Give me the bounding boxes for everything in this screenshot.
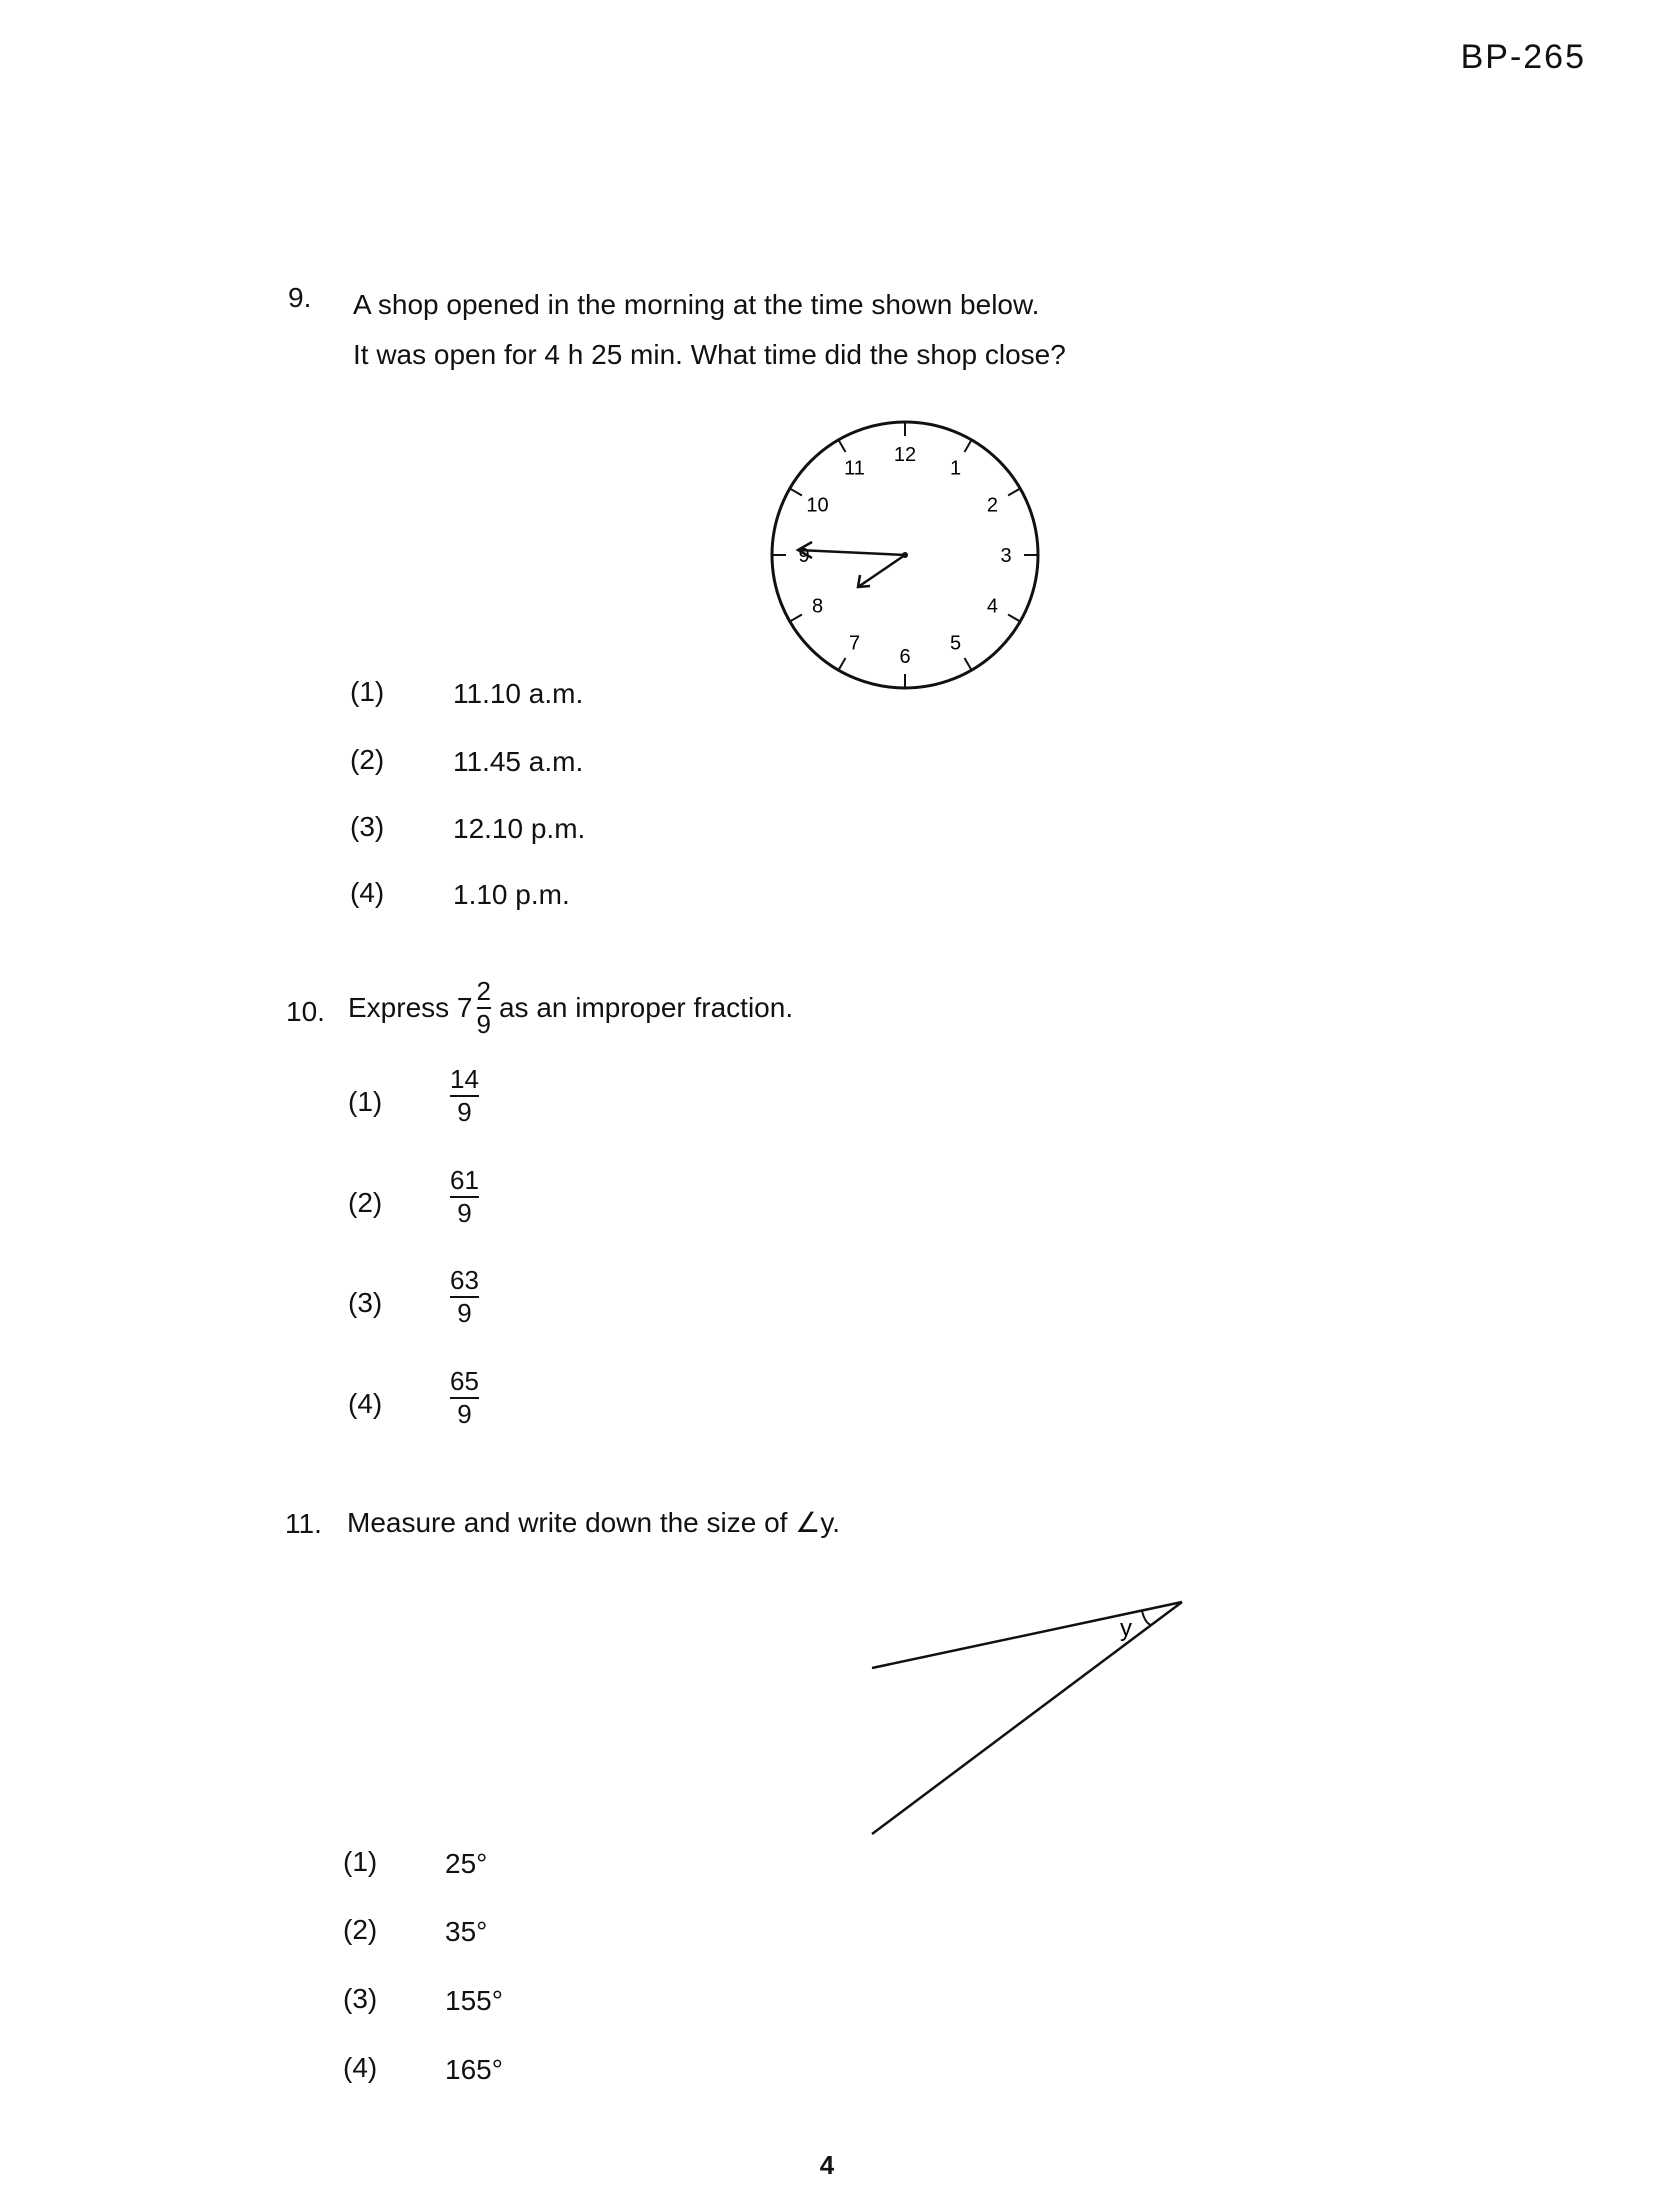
mixed-number-fraction (477, 978, 491, 1039)
q9-option-3-number: (3) (350, 811, 385, 842)
clock-number: 1 (949, 457, 962, 480)
q10-option-1-numerator: 14 (450, 1064, 479, 1094)
question-10-text (348, 978, 793, 1039)
question-10-number: 10. (286, 996, 325, 1027)
clock-number: 2 (986, 494, 999, 517)
q9-option-2-text: 11.45 a.m. (453, 746, 584, 777)
clock-minute-hand (798, 550, 905, 555)
question-10-suffix: as an improper fraction. (498, 992, 794, 1024)
clock-number: 3 (1000, 545, 1012, 567)
q11-option-2-number: (2) (343, 1914, 378, 1945)
clock-figure (760, 410, 1050, 700)
document-code: BP-265 (1460, 38, 1586, 76)
q10-option-3-numerator: 63 (450, 1265, 479, 1295)
q10-option-4-fraction (450, 1368, 479, 1429)
clock-number: 8 (811, 595, 824, 618)
question-9-line-2: It was open for 4 h 25 min. What time did the shop close? (353, 339, 1066, 370)
q10-option-2-fraction (450, 1167, 479, 1228)
clock-hour-hand (858, 555, 905, 587)
question-9-number: 9. (288, 282, 312, 313)
clock-number: 9 (798, 545, 810, 567)
q10-option-1-number: (1) (348, 1086, 383, 1117)
clock-number: 4 (986, 595, 999, 618)
clock-tick (1008, 615, 1020, 622)
q10-option-3-fraction (450, 1267, 479, 1328)
clock-tick (790, 615, 802, 622)
clock-number: 12 (893, 444, 917, 466)
clock-number: 10 (806, 494, 829, 517)
angle-label: y (1120, 1615, 1132, 1642)
q9-option-3-text: 12.10 p.m. (453, 813, 586, 844)
fraction-denominator: 9 (476, 1009, 491, 1040)
question-9-line-1: A shop opened in the morning at the time shown below. (353, 289, 1040, 320)
clock-number: 5 (949, 632, 962, 655)
clock-number: 7 (848, 632, 861, 655)
clock-tick (839, 658, 846, 670)
page-number: 4 (819, 2150, 835, 2180)
q10-option-3-denominator: 9 (457, 1298, 472, 1329)
q11-option-3-number: (3) (343, 1983, 378, 2014)
q9-option-1-number: (1) (350, 676, 385, 707)
q11-option-1-text: 25° (445, 1848, 488, 1879)
clock-tick (965, 440, 972, 452)
clock-tick (790, 489, 802, 496)
question-11-text: Measure and write down the size of ∠y. (347, 1507, 841, 1538)
q11-option-3-text: 155° (445, 1985, 503, 2016)
angle-figure (860, 1590, 1190, 1850)
clock-tick (839, 440, 846, 452)
q10-option-2-denominator: 9 (457, 1198, 472, 1229)
fraction-numerator: 2 (476, 976, 491, 1006)
q11-option-2-text: 35° (445, 1916, 488, 1947)
question-10-prefix: Express 7 (348, 992, 473, 1024)
q10-option-4-denominator: 9 (457, 1399, 472, 1430)
q10-option-2-numerator: 61 (450, 1165, 479, 1195)
clock-number: 11 (844, 457, 865, 480)
question-11-number: 11. (285, 1508, 322, 1539)
q9-option-1-text: 11.10 a.m. (453, 678, 584, 709)
q9-option-4-text: 1.10 p.m. (453, 879, 570, 910)
q11-option-4-text: 165° (445, 2054, 503, 2085)
angle-lower-ray (872, 1602, 1182, 1834)
q11-option-4-number: (4) (343, 2052, 378, 2083)
clock-tick (965, 658, 972, 670)
q10-option-3-number: (3) (348, 1287, 383, 1318)
q10-option-4-number: (4) (348, 1388, 383, 1419)
angle-arc (1142, 1611, 1151, 1625)
q9-option-2-number: (2) (350, 744, 385, 775)
angle-upper-ray (872, 1602, 1182, 1668)
q10-option-1-denominator: 9 (457, 1097, 472, 1128)
q9-option-4-number: (4) (350, 877, 385, 908)
clock-tick (1008, 489, 1020, 496)
clock-number: 6 (899, 646, 911, 668)
q11-option-1-number: (1) (343, 1846, 378, 1877)
q10-option-1-fraction (450, 1066, 479, 1127)
q10-option-4-numerator: 65 (450, 1366, 479, 1396)
clock-center (902, 552, 908, 558)
q10-option-2-number: (2) (348, 1187, 383, 1218)
